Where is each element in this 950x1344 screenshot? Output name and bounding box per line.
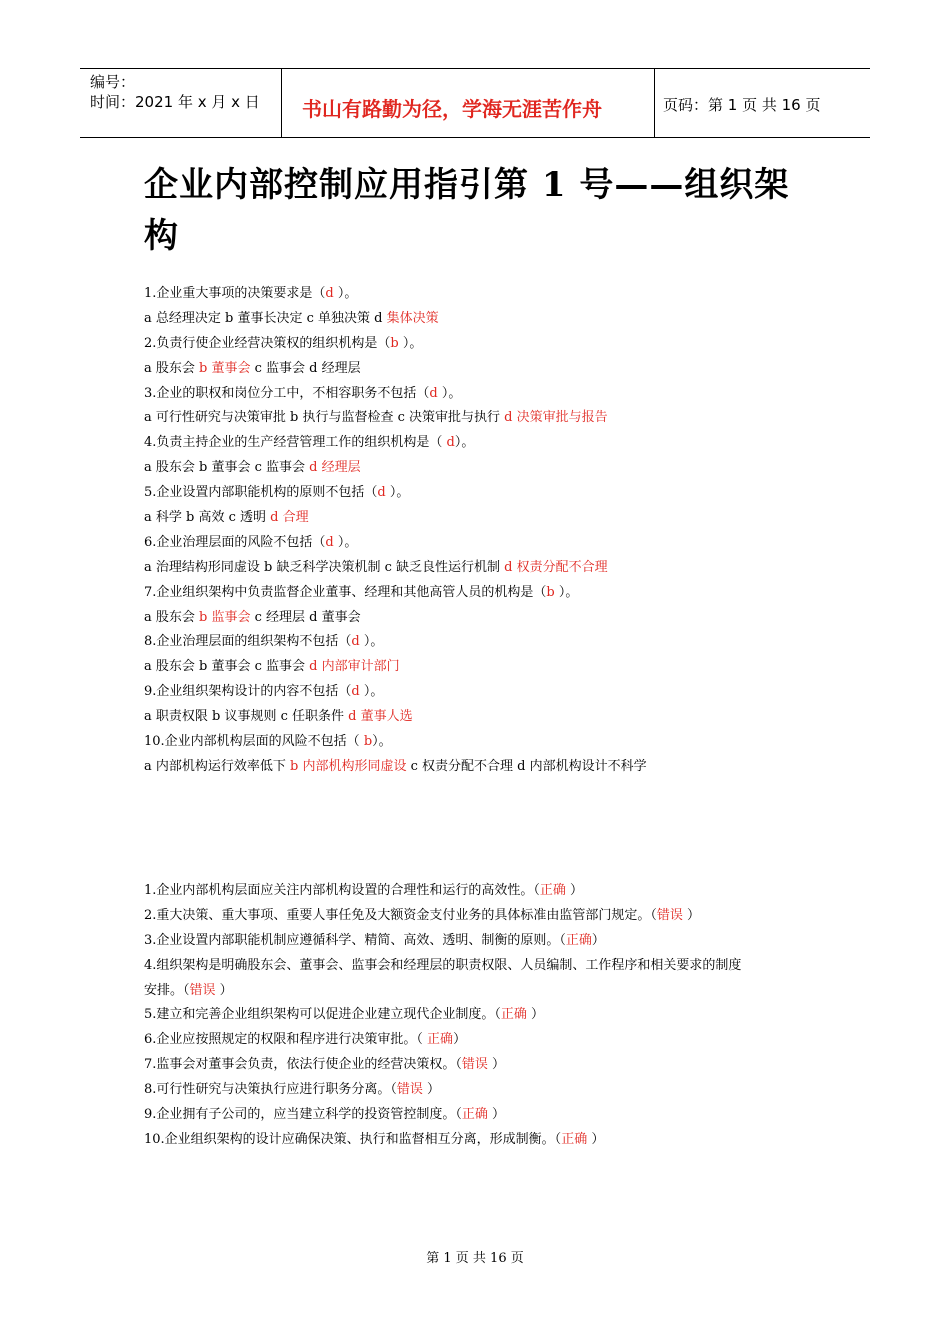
question-text: c 监事会 d 经理层	[250, 360, 361, 376]
question-text: ）。	[359, 684, 384, 700]
judgement-line	[144, 879, 824, 904]
question-text: 10.企业组织架构的设计应确保决策、执行和监督相互分离，形成制衡。（	[144, 1131, 562, 1147]
question-text: 9.企业组织架构设计的内容不包括（	[144, 684, 352, 700]
question-text: a 内部机构运行效率低下	[144, 758, 291, 774]
question-text: ）	[487, 1107, 506, 1123]
choice-line	[144, 755, 824, 780]
answer-text: d	[325, 286, 334, 301]
question-text: ）	[422, 1082, 441, 1098]
question-text: 3.企业的职权和岗位分工中，不相容职务不包括（	[144, 385, 430, 401]
answer-text: d 内部审计部门	[309, 659, 400, 675]
question-text: 安排。（	[144, 982, 190, 998]
answer-text: d 决策审批与报告	[504, 410, 608, 426]
choice-line	[144, 680, 824, 705]
choice-line	[144, 481, 824, 506]
question-text: a 治理结构形同虚设 b 缺乏科学决策机制 c 缺乏良性运行机制	[144, 559, 505, 575]
question-text: 7.监事会对董事会负责，依法行使企业的经营决策权。（	[144, 1057, 462, 1073]
answer-text: d	[351, 684, 360, 700]
question-text: ）	[591, 932, 605, 948]
question-text: ）。	[554, 584, 579, 600]
choice-line	[144, 282, 824, 307]
question-text: ）。	[454, 435, 475, 451]
judgement-line	[144, 1103, 824, 1128]
question-text: 8.可行性研究与决策执行应进行职务分离。（	[144, 1082, 397, 1098]
answer-text: d	[377, 485, 386, 501]
judgement-line	[144, 929, 824, 954]
question-text: 1.企业内部机构层面应关注内部机构设置的合理性和运行的高效性。（	[144, 883, 540, 898]
question-text: a 股东会 b 董事会 c 监事会	[144, 460, 310, 476]
header-motto-cell	[282, 69, 655, 137]
answer-text: 错误	[396, 1082, 423, 1098]
question-text: ）	[215, 982, 233, 998]
choice-questions	[144, 282, 824, 780]
judgement-line	[144, 1078, 824, 1103]
answer-text: d 董事人选	[348, 709, 413, 725]
question-text: a 总经理决定 b 董事长决定 c 单独决策 d	[144, 310, 387, 326]
question-text: 2.负责行使企业经营决策权的组织机构是（	[144, 335, 391, 351]
question-text: a 科学 b 高效 c 透明	[144, 510, 271, 526]
answer-text: 集体决策	[386, 310, 439, 326]
choice-line	[144, 307, 824, 332]
question-text: ）	[487, 1057, 506, 1073]
choice-line	[144, 581, 824, 606]
question-text: 6.企业治理层面的风险不包括（	[144, 534, 326, 550]
choice-line	[144, 382, 824, 407]
document-title: 企业内部控制应用指引第 1 号——组织架构	[144, 165, 790, 256]
choice-line	[144, 406, 824, 431]
choice-line	[144, 456, 824, 481]
question-text: 4.组织架构是明确股东会、董事会、监事会和经理层的职责权限、人员编制、工作程序和相关要求的制度	[144, 957, 742, 973]
document-number-label: 编号：	[90, 73, 136, 91]
answer-text: 正确	[461, 1107, 488, 1123]
question-text: 9.企业拥有子公司的，应当建立科学的投资管控制度。（	[144, 1107, 462, 1123]
judgement-line	[144, 1128, 824, 1153]
question-text: 4.负责主持企业的生产经营管理工作的组织机构是（	[144, 435, 447, 451]
question-text: ）	[565, 883, 584, 898]
choice-line	[144, 531, 824, 556]
question-text: c 经理层 d 董事会	[250, 609, 361, 625]
answer-text: d 权责分配不合理	[504, 559, 608, 575]
answer-text: b	[363, 734, 373, 750]
answer-text: 正确	[561, 1131, 588, 1147]
choice-line	[144, 606, 824, 631]
answer-text: 错误	[189, 982, 216, 998]
judgement-line	[144, 954, 824, 979]
question-text: ）。	[359, 634, 384, 650]
answer-text: d	[351, 634, 360, 650]
question-text: ）。	[385, 485, 410, 501]
judgement-line	[144, 979, 824, 1004]
answer-text: d 合理	[270, 510, 309, 526]
question-text: a 可行性研究与决策审批 b 执行与监督检查 c 决策审批与执行	[144, 410, 505, 426]
question-text: ）。	[372, 734, 392, 750]
answer-text: 错误	[656, 907, 683, 923]
answer-text: 正确	[427, 1032, 454, 1048]
judgement-line	[144, 1003, 824, 1028]
choice-line	[144, 556, 824, 581]
answer-text: b	[390, 335, 399, 351]
choice-line	[144, 630, 824, 655]
question-text: ）	[526, 1007, 545, 1023]
answer-text: 正确	[565, 932, 592, 948]
question-text: ）。	[333, 534, 358, 550]
answer-text: d	[325, 534, 334, 550]
header-page-info: 页码：第 1 页 共 16 页	[663, 96, 821, 114]
header-table	[80, 68, 870, 138]
judgement-line	[144, 1053, 824, 1078]
document-date-label: 时间：2021 年 x 月 x 日	[90, 93, 260, 111]
question-text: 10.企业内部机构层面的风险不包括（	[144, 734, 364, 750]
question-text: ）。	[333, 286, 358, 301]
choice-line	[144, 431, 824, 456]
judgement-line	[144, 904, 824, 929]
answer-text: d	[429, 385, 438, 401]
question-text: a 股东会	[144, 360, 200, 376]
question-text: ）	[682, 907, 701, 923]
question-text: c 权责分配不合理 d 内部机构设计不科学	[406, 758, 647, 774]
question-text: a 职责权限 b 议事规则 c 任职条件	[144, 709, 349, 725]
answer-text: b 内部机构形同虚设	[290, 758, 407, 774]
answer-text: b 监事会	[199, 609, 251, 625]
header-page-cell	[655, 69, 870, 137]
header-motto: 书山有路勤为径，学海无涯苦作舟	[302, 97, 602, 121]
answer-text: b	[546, 584, 555, 600]
question-text: 2.重大决策、重大事项、重要人事任免及大额资金支付业务的具体标准由监管部门规定。（	[144, 907, 657, 923]
choice-line	[144, 332, 824, 357]
question-text: a 股东会	[144, 609, 200, 625]
question-text: a 股东会 b 董事会 c 监事会	[144, 659, 310, 675]
question-text: ）	[453, 1032, 467, 1048]
choice-line	[144, 655, 824, 680]
question-text: 5.企业设置内部职能机构的原则不包括（	[144, 485, 378, 501]
question-text: ）	[587, 1131, 605, 1147]
question-text: 1.企业重大事项的决策要求是（	[144, 286, 326, 301]
choice-line	[144, 705, 824, 730]
choice-line	[144, 357, 824, 382]
choice-line	[144, 506, 824, 531]
answer-text: d 经理层	[309, 460, 361, 476]
choice-line	[144, 730, 824, 755]
question-text: 5.建立和完善企业组织架构可以促进企业建立现代企业制度。（	[144, 1007, 501, 1023]
question-text: ）。	[398, 335, 423, 351]
question-text: 6.企业应按照规定的权限和程序进行决策审批。（	[144, 1032, 428, 1048]
answer-text: b 董事会	[199, 360, 251, 376]
answer-text: 正确	[539, 883, 566, 898]
header-meta-cell	[80, 69, 282, 137]
answer-text: 错误	[461, 1057, 488, 1073]
question-text: 8.企业治理层面的组织架构不包括（	[144, 634, 352, 650]
page-footer: 第 1 页 共 16 页	[426, 1251, 524, 1266]
question-text: ）。	[437, 385, 462, 401]
question-text: 7.企业组织架构中负责监督企业董事、经理和其他高管人员的机构是（	[144, 584, 547, 600]
judgement-questions	[144, 879, 824, 1153]
answer-text: d	[446, 435, 455, 451]
judgement-line	[144, 1028, 824, 1053]
answer-text: 正确	[500, 1007, 527, 1023]
question-text: 3.企业设置内部职能机制应遵循科学、精简、高效、透明、制衡的原则。（	[144, 932, 566, 948]
